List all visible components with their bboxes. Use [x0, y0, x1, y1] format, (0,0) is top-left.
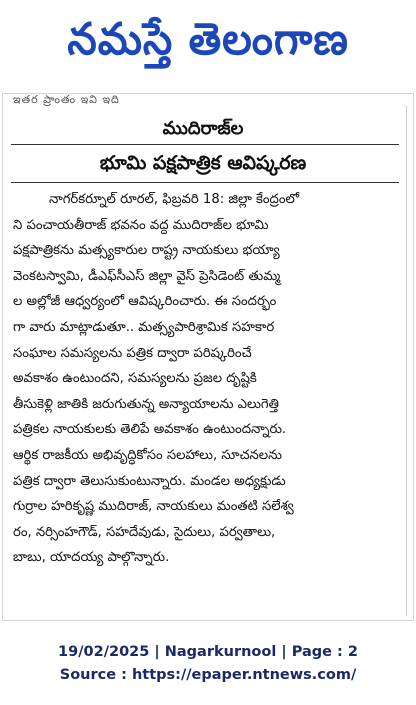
- article-body-line: అవకాశం ఉంటుందని, సమస్యలను ప్రజల దృష్టికి: [13, 371, 257, 387]
- cut-off-text: ఇతర ప్రాంతం ఇవి ఇది: [13, 93, 120, 106]
- article-body-line: పత్రిక ద్వారా తెలుసుకుంటున్నారు. మండల అధ్యక్షుడు: [13, 473, 286, 489]
- article-body-line: ని పంచాయతీరాజ్ భవనం వద్ద ముదిరాజ్‌ల భూమి: [13, 217, 269, 233]
- article-body-line: వెంకటస్వామి, డీఎఫ్‌సీఎస్ జిల్లా వైస్ ప్రెసిడెంట్ తుమ్మ: [13, 268, 281, 284]
- article-body-line: సంఘాల సమస్యలను పత్రిక ద్వారా పరిష్కరించే: [13, 345, 252, 361]
- headline-bottom-rule: [11, 182, 399, 183]
- article-clipping: [2, 93, 414, 621]
- article-body-line: తీసుకెళ్లి జాతికి జరుగుతున్న అన్యాయాలను ఎలుగెత్తి: [13, 396, 279, 412]
- article-body: [13, 187, 403, 571]
- article-body-line: గా వారు మాట్లాడుతూ.. మత్స్యపారిశ్రామిక సహకార: [13, 319, 275, 335]
- article-body-line: నాగర్‌కర్నూల్ రూరల్, ఫిబ్రవరి 18: జిల్లా కేంద్రంలో: [49, 192, 300, 207]
- headline-top-rule: [11, 144, 399, 145]
- footer-source-link: Source : https://epaper.ntnews.com/: [59, 667, 357, 683]
- article-kicker: ముదిరాజ్‌ల: [162, 118, 244, 139]
- masthead: [0, 0, 416, 90]
- article-body-line: పక్షపాత్రికను మత్స్యకారుల రాష్ట్ర నాయకులు భయ్యా: [13, 243, 280, 259]
- article-body-line: ఆర్థిక రాజకీయ అభివృద్ధికోసం సలహాలు, సూచనలను: [13, 447, 282, 463]
- article-body-line: ల అల్లోజీ ఆధ్వర్యంలో ఆవిష్కరించారు. ఈ సందర్భం: [13, 294, 277, 310]
- article-body-line: పత్రికల నాయకులకు తెలిపే అవకాశం ఉంటుందన్నారు.: [13, 422, 287, 438]
- footer-edition-info: 19/02/2025 | Nagarkurnool | Page : 2: [58, 644, 358, 660]
- article-body-line: బాబు, యాదయ్య పాల్గొన్నారు.: [13, 550, 170, 566]
- newspaper-title: నమస్తే తెలంగాణ: [67, 14, 349, 65]
- article-body-line: గుర్రాల హరికృష్ణ ముదిరాజ్, నాయకులు మంతటి సలేశ్వ: [13, 499, 294, 515]
- article-headline: భూమి పక్షపాత్రిక ఆవిష్కరణ: [99, 152, 307, 174]
- article-body-line: రం, నర్సింహగౌడ్, సహదేవుడు, సైదులు, పర్వతాలు,: [13, 524, 276, 540]
- column-divider: [406, 106, 407, 616]
